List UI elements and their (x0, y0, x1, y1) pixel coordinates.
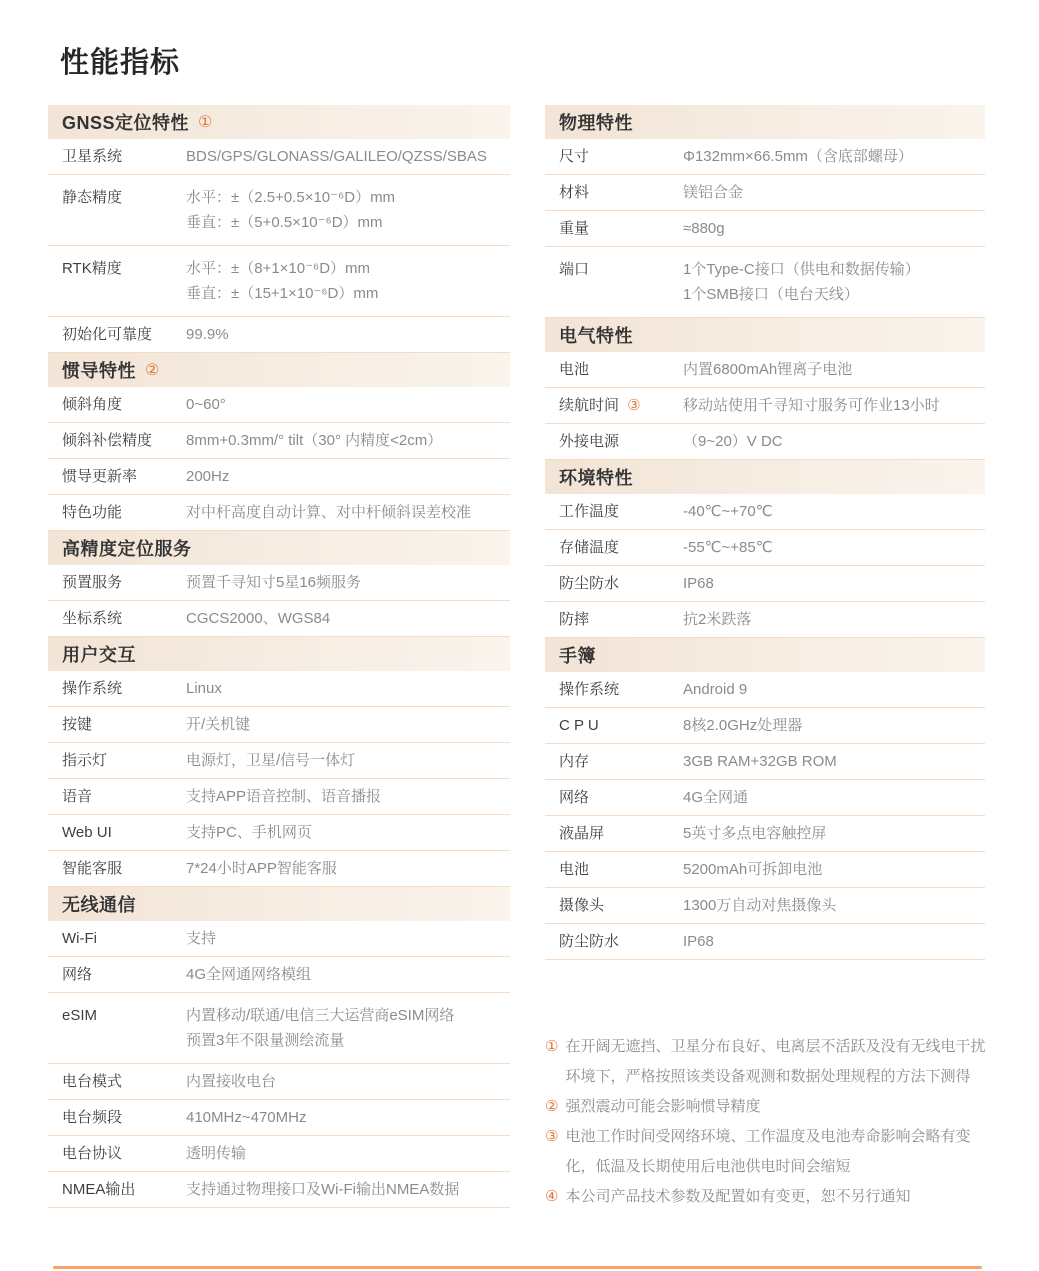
spec-value-line: Android 9 (683, 681, 748, 698)
spec-value-line: 0~60° (186, 396, 226, 413)
spec-value-line: 支持APP语音控制、语音播报 (186, 788, 382, 805)
spec-row (545, 816, 985, 852)
right-sections (545, 105, 985, 960)
spec-label: 防尘防水 (559, 575, 620, 592)
spec-label: 网络 (559, 789, 590, 806)
bottom-accent-bar (53, 1266, 982, 1269)
spec-label: 续航时间 ③ (559, 397, 641, 414)
spec-label: 语音 (62, 788, 93, 805)
spec-value-line: 4G全网通 (683, 789, 749, 806)
spec-value-line: 8mm+0.3mm/° tilt（30° 内精度<2cm） (186, 432, 443, 449)
spec-row (545, 247, 985, 318)
spec-value (683, 821, 985, 846)
spec-label: 防尘防水 (559, 933, 620, 950)
spec-value-line: 内置接收电台 (186, 1073, 277, 1090)
spec-value (186, 144, 510, 169)
section-title: 无线通信 (62, 895, 136, 915)
footnote-text: 电池工作时间受网络环境、工作温度及电池寿命影响会略有变化，低温及长期使用后电池供电时间会缩短 (565, 1128, 971, 1175)
spec-label: 网络 (62, 966, 93, 983)
spec-value-line: 内置6800mAh锂离子电池 (683, 361, 853, 378)
spec-value-line: 7*24小时APP智能客服 (186, 860, 337, 877)
spec-value-line: BDS/GPS/GLONASS/GALILEO/QZSS/SBAS (186, 148, 487, 165)
spec-row (48, 1064, 510, 1100)
spec-column-left (48, 105, 510, 1208)
spec-value-line: 5200mAh可拆卸电池 (683, 861, 823, 878)
spec-value (186, 748, 510, 773)
spec-value-line: CGCS2000、WGS84 (186, 610, 331, 627)
spec-row (48, 707, 510, 743)
section-header (545, 460, 985, 494)
spec-row (545, 388, 985, 424)
spec-value-line: 200Hz (186, 468, 230, 485)
section-title: 电气特性 (559, 326, 633, 346)
spec-value (683, 713, 985, 738)
section-header (545, 105, 985, 139)
spec-row (48, 921, 510, 957)
spec-value (186, 500, 510, 525)
spec-value (186, 606, 510, 631)
spec-section (48, 637, 510, 887)
spec-label: Wi-Fi (62, 930, 97, 947)
spec-row (48, 423, 510, 459)
spec-value-line: Φ132mm×66.5mm（含底部螺母） (683, 148, 913, 165)
spec-value-line: ≈880g (683, 220, 725, 237)
spec-section (48, 353, 510, 531)
spec-value-line: 抗2米跌落 (683, 611, 752, 628)
spec-label: 电池 (559, 861, 590, 878)
spec-value-line: 垂直：±（15+1×10⁻⁶D）mm (186, 285, 379, 302)
footnote-badge: ② (545, 1098, 559, 1115)
footnote-item (545, 1182, 987, 1212)
spec-value (186, 185, 510, 235)
spec-row (48, 459, 510, 495)
spec-label: C P U (559, 717, 599, 734)
spec-value (683, 499, 985, 524)
spec-row (545, 888, 985, 924)
spec-value (683, 144, 985, 169)
spec-value-line: 1300万自动对焦摄像头 (683, 897, 837, 914)
spec-value-line: 开/关机键 (186, 716, 251, 733)
spec-label: 尺寸 (559, 148, 590, 165)
spec-row (48, 815, 510, 851)
spec-value (186, 856, 510, 881)
spec-value-line: IP68 (683, 933, 714, 950)
spec-value-line: 水平：±（8+1×10⁻⁶D）mm (186, 260, 371, 277)
spec-value (683, 677, 985, 702)
spec-label: 卫星系统 (62, 148, 123, 165)
spec-label: 电池 (559, 361, 590, 378)
footnote-item (545, 1032, 987, 1092)
section-title: 物理特性 (559, 113, 633, 133)
spec-row (48, 851, 510, 887)
section-header (48, 353, 510, 387)
spec-row (545, 424, 985, 460)
spec-value-line: 99.9% (186, 326, 229, 343)
spec-value (186, 962, 510, 987)
spec-row (545, 672, 985, 708)
spec-label: 防摔 (559, 611, 590, 628)
spec-label: 电台协议 (62, 1145, 123, 1162)
spec-label: 操作系统 (62, 680, 123, 697)
spec-label: 静态精度 (62, 189, 123, 206)
row-badge: ③ (623, 397, 641, 414)
spec-value (186, 784, 510, 809)
spec-value-line: 预置千寻知寸5星16频服务 (186, 574, 362, 591)
spec-value-line: 电源灯，卫星/信号一体灯 (186, 752, 356, 769)
spec-value-line: 内置移动/联通/电信三大运营商eSIM网络 (186, 1007, 455, 1024)
section-title: 手簿 (559, 646, 596, 666)
spec-row (48, 1100, 510, 1136)
spec-value (186, 570, 510, 595)
spec-label: 按键 (62, 716, 93, 733)
spec-value-line: 透明传输 (186, 1145, 247, 1162)
spec-value-line: 预置3年不限量测绘流量 (186, 1032, 345, 1049)
section-title: 环境特性 (559, 468, 633, 488)
spec-value (683, 429, 985, 454)
spec-section (545, 638, 985, 960)
spec-section (48, 105, 510, 353)
spec-row (545, 744, 985, 780)
spec-value (683, 535, 985, 560)
spec-section (48, 531, 510, 637)
spec-row (48, 601, 510, 637)
spec-label: 外接电源 (559, 433, 620, 450)
spec-row (48, 1172, 510, 1208)
section-header (48, 105, 510, 139)
spec-label: 操作系统 (559, 681, 620, 698)
spec-value (186, 676, 510, 701)
spec-value (683, 749, 985, 774)
spec-value (186, 464, 510, 489)
spec-value-line: 镁铝合金 (683, 184, 744, 201)
spec-value (683, 607, 985, 632)
spec-value-line: -55℃~+85℃ (683, 539, 773, 556)
spec-value-line: 8核2.0GHz处理器 (683, 717, 803, 734)
footnotes (545, 1032, 987, 1212)
spec-value-line: 5英寸多点电容触控屏 (683, 825, 827, 842)
spec-label: 初始化可靠度 (62, 326, 153, 343)
spec-value (186, 926, 510, 951)
spec-value-line: 1个Type-C接口（供电和数据传输） (683, 261, 920, 278)
spec-label: 特色功能 (62, 504, 123, 521)
spec-value-line: 垂直：±（5+0.5×10⁻⁶D）mm (186, 214, 383, 231)
spec-row (48, 387, 510, 423)
spec-row (48, 495, 510, 531)
spec-value-line: 4G全网通网络模组 (186, 966, 312, 983)
footnote-item (545, 1122, 987, 1182)
section-title: 高精度定位服务 (62, 539, 192, 559)
spec-row (48, 175, 510, 246)
spec-value (683, 257, 985, 307)
spec-label: 存储温度 (559, 539, 620, 556)
footnote-text: 在开阔无遮挡、卫星分布良好、电离层不活跃及没有无线电干扰环境下，严格按照该类设备观测和数据处理规程的方法下测得 (565, 1038, 986, 1085)
footnote-badge: ① (545, 1038, 559, 1055)
section-header (48, 887, 510, 921)
spec-row (48, 671, 510, 707)
spec-value (186, 1105, 510, 1130)
spec-label: 智能客服 (62, 860, 123, 877)
spec-value-line: 水平：±（2.5+0.5×10⁻⁶D）mm (186, 189, 396, 206)
spec-value-line: IP68 (683, 575, 714, 592)
spec-row (545, 566, 985, 602)
spec-row (545, 175, 985, 211)
spec-label: 端口 (559, 261, 590, 278)
spec-row (48, 743, 510, 779)
spec-row (48, 565, 510, 601)
spec-row (545, 602, 985, 638)
footnote-badge: ④ (545, 1188, 559, 1205)
spec-label: NMEA输出 (62, 1181, 136, 1198)
spec-label: 电台频段 (62, 1109, 123, 1126)
spec-value-line: 支持 (186, 930, 217, 947)
section-header (48, 531, 510, 565)
spec-value-line: 410MHz~470MHz (186, 1109, 307, 1126)
spec-value (683, 393, 985, 418)
footnote-badge: ③ (545, 1128, 559, 1145)
spec-label: Web UI (62, 824, 112, 841)
spec-value (186, 820, 510, 845)
footnote-text: 强烈震动可能会影响惯导精度 (565, 1098, 761, 1115)
spec-row (48, 779, 510, 815)
spec-value (186, 392, 510, 417)
spec-row (48, 957, 510, 993)
spec-label: 液晶屏 (559, 825, 605, 842)
spec-label: 指示灯 (62, 752, 108, 769)
spec-label: 坐标系统 (62, 610, 123, 627)
spec-row (545, 852, 985, 888)
spec-label: 摄像头 (559, 897, 605, 914)
spec-value (186, 1003, 510, 1053)
spec-label: 内存 (559, 753, 590, 770)
spec-value-line: -40℃~+70℃ (683, 503, 773, 520)
spec-label: 材料 (559, 184, 590, 201)
spec-row (545, 139, 985, 175)
spec-value (186, 428, 510, 453)
page-title: 性能指标 (60, 47, 181, 79)
spec-value (186, 1177, 510, 1202)
spec-value (186, 712, 510, 737)
spec-label: 预置服务 (62, 574, 123, 591)
spec-value-line: 支持通过物理接口及Wi-Fi输出NMEA数据 (186, 1181, 460, 1198)
spec-label: 倾斜补偿精度 (62, 432, 153, 449)
spec-label: 电台模式 (62, 1073, 123, 1090)
spec-row (48, 246, 510, 317)
spec-row (545, 494, 985, 530)
spec-label: 重量 (559, 220, 590, 237)
section-badge: ② (145, 362, 160, 379)
spec-columns (48, 105, 1039, 1212)
spec-row (545, 352, 985, 388)
spec-row (48, 1136, 510, 1172)
footnote-text: 本公司产品技术参数及配置如有变更，恕不另行通知 (565, 1188, 911, 1205)
spec-label: RTK精度 (62, 260, 122, 277)
spec-value-line: 支持PC、手机网页 (186, 824, 312, 841)
spec-row (545, 530, 985, 566)
spec-value (186, 1069, 510, 1094)
spec-row (48, 139, 510, 175)
spec-row (545, 780, 985, 816)
spec-section (545, 105, 985, 318)
spec-label: 惯导更新率 (62, 468, 138, 485)
spec-value-line: 移动站使用千寻知寸服务可作业13小时 (683, 397, 940, 414)
spec-value (186, 1141, 510, 1166)
spec-section (545, 460, 985, 638)
spec-row (545, 708, 985, 744)
section-header (48, 637, 510, 671)
spec-column-right (545, 105, 985, 1212)
spec-value-line: 1个SMB接口（电台天线） (683, 286, 859, 303)
spec-row (545, 211, 985, 247)
spec-value (683, 571, 985, 596)
spec-row (545, 924, 985, 960)
section-header (545, 638, 985, 672)
spec-section (48, 887, 510, 1208)
spec-value (683, 785, 985, 810)
section-badge: ① (198, 114, 213, 131)
section-title: 用户交互 (62, 645, 136, 665)
section-header (545, 318, 985, 352)
section-title: GNSS定位特性 (62, 113, 190, 133)
spec-label: eSIM (62, 1007, 98, 1024)
spec-row (48, 317, 510, 353)
spec-label: 倾斜角度 (62, 396, 123, 413)
spec-value-line: （9~20）V DC (683, 433, 783, 450)
spec-value (683, 357, 985, 382)
spec-label: 工作温度 (559, 503, 620, 520)
spec-value-line: Linux (186, 680, 222, 697)
section-title: 惯导特性 (62, 361, 136, 381)
spec-value (683, 216, 985, 241)
spec-value-line: 对中杆高度自动计算、对中杆倾斜误差校准 (186, 504, 472, 521)
spec-value (683, 180, 985, 205)
spec-value (683, 893, 985, 918)
spec-value (186, 322, 510, 347)
spec-value (186, 256, 510, 306)
spec-value (683, 857, 985, 882)
spec-value-line: 3GB RAM+32GB ROM (683, 753, 837, 770)
spec-row (48, 993, 510, 1064)
spec-section (545, 318, 985, 460)
footnote-item (545, 1092, 987, 1122)
spec-value (683, 929, 985, 954)
